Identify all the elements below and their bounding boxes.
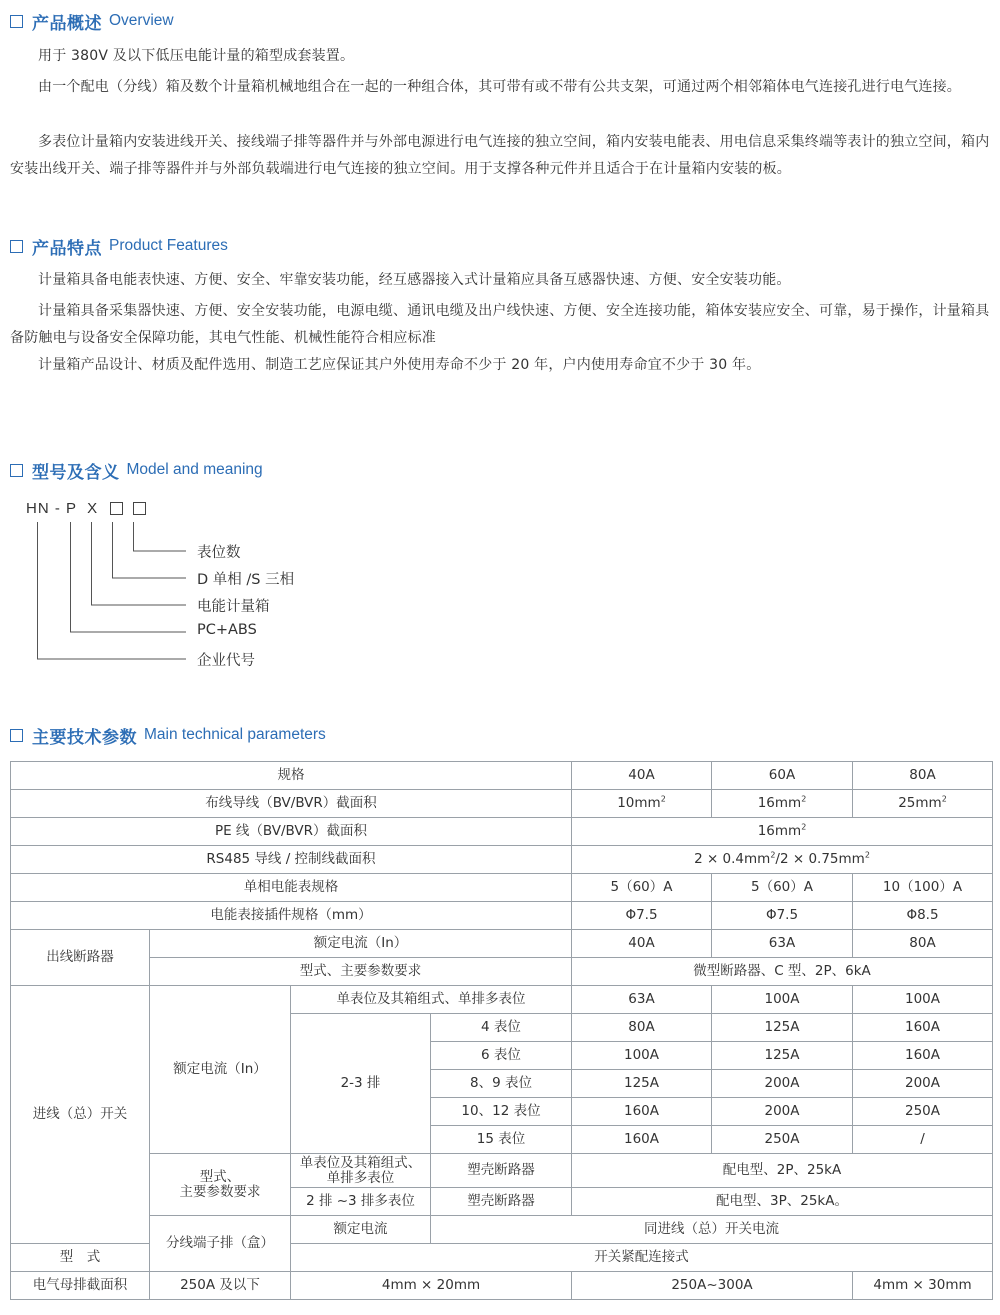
table-cell [150,1154,291,1216]
table-header-cell: 60A [712,762,853,790]
table-row [11,958,993,986]
table-cell: 电能表接插件规格（mm） [11,902,572,930]
table-row [11,762,993,790]
table-cell: 型 式 [11,1244,150,1272]
superscript: 2 [660,794,666,804]
model-title-cn: 型号及含义 [32,462,120,483]
table-cell: 100A [572,1042,712,1070]
table-row [11,846,993,874]
table-cell: Φ8.5 [853,902,993,930]
superscript: 2 [864,850,870,860]
table-cell: 4 表位 [431,1014,572,1042]
table-cell: 布线导线（BV/BVR）截面积 [11,790,572,818]
table-cell: 2-3 排 [291,1014,431,1154]
table-cell: 250A 及以下 [150,1272,291,1300]
legend-line-4 [71,522,187,632]
value-text: 25mm [898,795,942,811]
table-cell: / [853,1126,993,1154]
legend-line-1 [134,522,187,551]
features-paragraph-3: 计量箱产品设计、材质及配件选用、制造工艺应保证其户外使用寿命不少于 20 年，户内使用寿命宜不少于 30 年。 [38,357,761,373]
table-header-cell: 80A [853,762,993,790]
table-cell: 100A [712,986,853,1014]
overview-paragraph-1: 用于 380V 及以下低压电能计量的箱型成套装置。 [38,48,355,64]
legend-label-5: 企业代号 [197,653,255,669]
table-cell: 160A [853,1014,993,1042]
table-cell: 进线（总）开关 [11,986,150,1244]
value-text: 10mm [617,795,661,811]
superscript: 2 [770,850,776,860]
overview-title-cn: 产品概述 [32,13,102,34]
table-cell: 单相电能表规格 [11,874,572,902]
features-paragraph-1: 计量箱具备电能表快速、方便、安全、牢靠安装功能，经互感器接入式计量箱应具备互感器快速、方便、安全安装功能。 [38,272,791,288]
table-cell: 2 排 ~3 排多表位 [291,1188,431,1216]
table-cell: 80A [853,930,993,958]
legend-label-2: D 单相 /S 三相 [197,572,295,588]
table-cell: 63A [572,986,712,1014]
table-cell: 配电型、2P、25kA [572,1154,993,1188]
table-cell: RS485 导线 / 控制线截面积 [11,846,572,874]
table-cell: 200A [712,1070,853,1098]
table-cell: 160A [572,1126,712,1154]
table-cell: 4mm × 20mm [291,1272,572,1300]
table-cell: 5（60）A [572,874,712,902]
table-cell [572,818,993,846]
table-cell: 200A [712,1098,853,1126]
table-cell: 160A [572,1098,712,1126]
table-cell: 微型断路器、C 型、2P、6kA [572,958,993,986]
table-row [11,902,993,930]
features-title-cn: 产品特点 [32,238,102,259]
table-cell: 同进线（总）开关电流 [431,1216,993,1244]
table-cell [853,790,993,818]
table-cell: 40A [572,930,712,958]
table-cell: 额定电流（In） [150,930,572,958]
table-cell: 5（60）A [712,874,853,902]
overview-paragraph-2: 由一个配电（分线）箱及数个计量箱机械地组合在一起的一种组合体，其可带有或不带有公共支架，可通过两个相邻箱体电气连接孔进行电气连接。 [38,79,961,95]
table-cell: 单表位及其箱组式、单排多表位 [291,986,572,1014]
legend-line-3 [92,522,187,605]
table-cell: 6 表位 [431,1042,572,1070]
table-cell: 塑壳断路器 [431,1154,572,1188]
table-row [11,790,993,818]
table-cell: 125A [572,1070,712,1098]
table-cell: 开关紧配连接式 [291,1244,993,1272]
model-code-prefix: HN - P X [26,500,99,517]
table-cell: 125A [712,1014,853,1042]
legend-label-4: PC+ABS [197,622,257,638]
value-text: 16mm [757,795,802,811]
table-cell: 4mm × 30mm [853,1272,993,1300]
table-row [11,1216,993,1244]
legend-label-3: 电能计量箱 [197,599,270,615]
superscript: 2 [801,794,807,804]
table-row [11,1272,993,1300]
cell-line: 单排多表位 [326,1169,395,1186]
params-heading [10,722,326,748]
params-table [10,761,993,1300]
table-cell: 10、12 表位 [431,1098,572,1126]
table-cell [291,1154,431,1188]
features-paragraph-2: 计量箱具备采集器快速、方便、安全安装功能，电源电缆、通讯电缆及出户线快速、方便、安全连接功能，箱体安装应安全、可靠，易于操作，计量箱具备防触电与设备安全保障功能，其电气性能、机械性能符合相应标准 [10,303,990,346]
table-cell: 100A [853,986,993,1014]
value-text: /2 × 0.75mm [775,851,865,867]
params-title-en: Main technical parameters [144,726,326,743]
table-cell: 塑壳断路器 [431,1188,572,1216]
model-title-en: Model and meaning [126,461,263,478]
table-cell: 8、9 表位 [431,1070,572,1098]
features-title-en: Product Features [109,237,228,254]
params-title-cn: 主要技术参数 [32,727,137,748]
table-row [11,930,993,958]
superscript: 2 [801,822,807,832]
table-cell: Φ7.5 [572,902,712,930]
table-row [11,1154,993,1188]
table-cell: PE 线（BV/BVR）截面积 [11,818,572,846]
table-cell: 250A~300A [572,1272,853,1300]
table-cell: 80A [572,1014,712,1042]
table-cell: 160A [853,1042,993,1070]
legend-line-5 [38,522,187,659]
legend-label-1: 表位数 [197,545,241,561]
table-cell [712,790,853,818]
table-cell: 出线断路器 [11,930,150,986]
legend-line-2 [113,522,187,578]
value-text: 2 × 0.4mm [694,851,771,867]
table-cell: 15 表位 [431,1126,572,1154]
overview-paragraph-3: 多表位计量箱内安装进线开关、接线端子排等器件并与外部电源进行电气连接的独立空间，箱内安装电能表、用电信息采集终端等表计的独立空间，箱内安装出线开关、端子排等器件并与外部负载端进行电气连接的独立空间。用于支撑各种元件并且适合于在计量箱内安装的板。 [10,134,990,177]
table-cell [572,790,712,818]
overview-title-en: Overview [109,12,174,29]
table-cell [572,846,993,874]
table-cell: 250A [853,1098,993,1126]
checkbox-square-icon [10,729,23,742]
table-cell: 分线端子排（盒） [150,1216,291,1272]
value-text: 16mm [757,823,802,839]
superscript: 2 [941,794,947,804]
table-cell: 125A [712,1042,853,1070]
table-cell: 63A [712,930,853,958]
table-cell: 10（100）A [853,874,993,902]
table-cell: 型式、主要参数要求 [150,958,572,986]
table-header-cell: 规格 [11,762,572,790]
cell-line: 主要参数要求 [179,1183,261,1200]
table-cell: 200A [853,1070,993,1098]
table-cell: 250A [712,1126,853,1154]
table-row [11,986,993,1014]
table-header-cell: 40A [572,762,712,790]
table-cell: 额定电流（In） [150,986,291,1154]
table-cell: Φ7.5 [712,902,853,930]
table-row [11,874,993,902]
cell-line: 型式、 [199,1168,241,1185]
table-cell: 额定电流 [291,1216,431,1244]
cell-line: 单表位及其箱组式、 [299,1154,422,1171]
table-row [11,818,993,846]
table-cell: 配电型、3P、25kA。 [572,1188,993,1216]
model-legend-lines [0,0,200,680]
table-cell: 电气母排截面积 [11,1272,150,1300]
